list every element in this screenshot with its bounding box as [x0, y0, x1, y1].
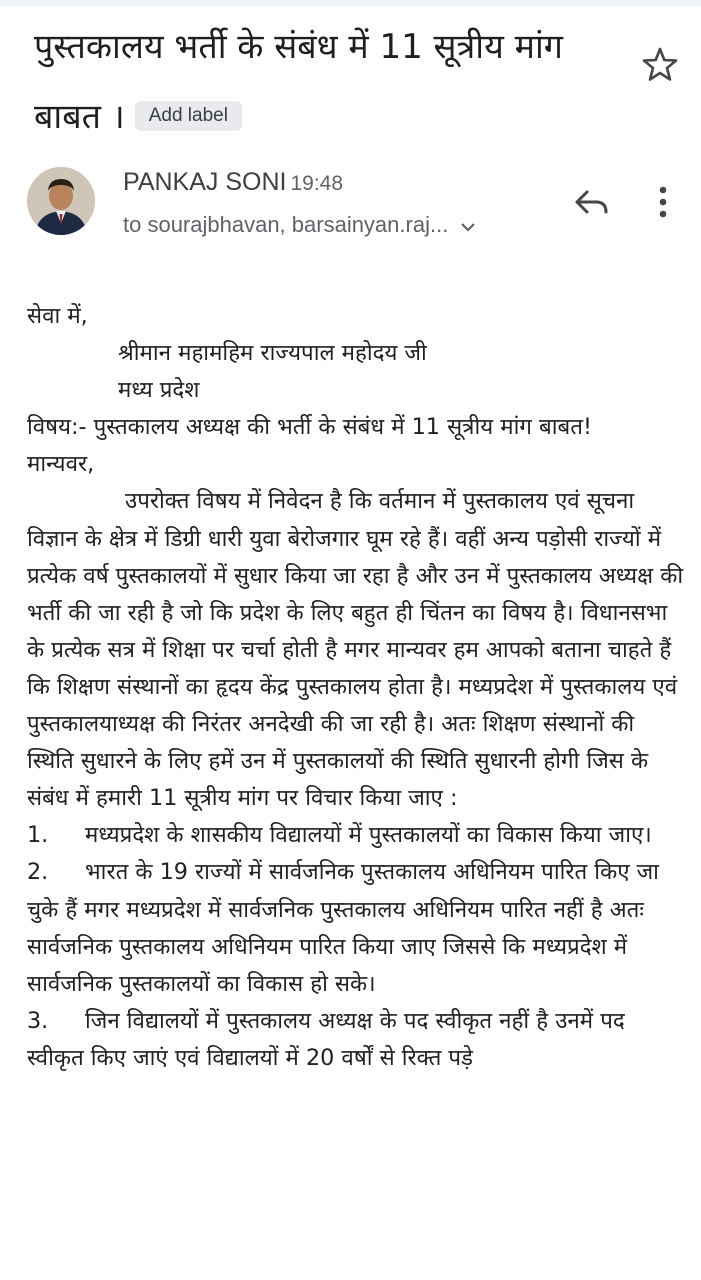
sent-time: 19:48	[290, 172, 344, 195]
list-item	[27, 1003, 687, 1077]
list-item	[27, 817, 687, 854]
chevron-down-icon[interactable]	[460, 213, 476, 239]
star-icon[interactable]	[640, 45, 680, 85]
greeting: मान्यवर,	[27, 451, 95, 478]
list-item-text: जिन विद्यालयों में पुस्तकालय अध्यक्ष के पद स्वीकृत नहीं है उनमें पद स्वीकृत किए जाएं एवं विद्यालयों में 20 वर्षों से रिक्त पड़े	[27, 1007, 625, 1071]
top-status-strip	[0, 0, 701, 6]
recipients-text: to sourajbhavan, barsainyan.raj...	[123, 212, 449, 237]
list-item-text: मध्यप्रदेश के शासकीय विद्यालयों में पुस्तकालयों का विकास किया जाए।	[85, 822, 652, 849]
list-item-number: 2.	[27, 859, 49, 886]
list-item-text: भारत के 19 राज्यों में सार्वजनिक पुस्तकालय अधिनियम पारित किए जा चुके हैं मगर मध्यप्रदेश में सार्वजनिक पुस्तकालय अधिनियम पारित नहीं है अतः सार्वजनिक पुस्तकालय अधिनियम पारित किया जाए जिससे कि मध्यप्रदेश में सार्वजनिक पुस्तकालयों का विकास हो सके।	[27, 859, 659, 997]
email-subject-text: पुस्तकालय भर्ती के संबंध में 11 सूत्रीय मांग बाबत ।	[34, 27, 563, 137]
recipients-line[interactable]	[123, 212, 476, 239]
sender-name: PANKAJ SONI	[123, 168, 287, 196]
salutation: सेवा में,	[27, 303, 88, 329]
email-body	[27, 298, 687, 1077]
addressee-state: मध्य प्रदेश	[118, 377, 200, 404]
sender-line	[123, 168, 343, 197]
subject-line: विषय:- पुस्तकालय अध्यक्ष की भर्ती के संबंध में 11 सूत्रीय मांग बाबत!	[27, 414, 592, 441]
add-label-button[interactable]: Add label	[135, 101, 242, 131]
reply-icon[interactable]	[572, 184, 612, 220]
list-item	[27, 854, 687, 1002]
sender-avatar[interactable]	[27, 167, 95, 235]
list-item-number: 3.	[27, 1007, 49, 1034]
list-item-number: 1.	[27, 822, 49, 849]
addressee-line: श्रीमान महामहिम राज्यपाल महोदय जी	[118, 340, 427, 367]
email-subject	[34, 12, 624, 152]
main-paragraph: उपरोक्त विषय में निवेदन है कि वर्तमान में पुस्तकालय एवं सूचना विज्ञान के क्षेत्र में डिग्री धारी युवा बेरोजगार घूम रहे हैं। वहीं अन्य पड़ोसी राज्यों में प्रत्येक वर्ष पुस्तकालयों में सुधार किया जा रहा है और उन में पुस्तकालय अध्यक्ष की भर्ती की जा रही है जो कि प्रदेश के लिए बहुत ही चिंतन का विषय है। विधानसभा के प्रत्येक सत्र में शिक्षा पर चर्चा होती है मगर मान्यवर हम आपको बताना चाहते हैं कि शिक्षण संस्थानों का हृदय केंद्र पुस्तकालय होता है। मध्यप्रदेश में पुस्तकालय एवं पुस्तकालयाध्यक्ष की निरंतर अनदेखी की जा रही है। अतः शिक्षण संस्थानों की स्थिति सुधारने के लिए हमें उन में पुस्तकालयों की स्थिति सुधारनी होगी जिस के संबंध में हमारी 11 सूत्रीय मांग पर विचार किया जाए :	[27, 488, 684, 812]
more-vert-icon[interactable]	[650, 184, 676, 220]
